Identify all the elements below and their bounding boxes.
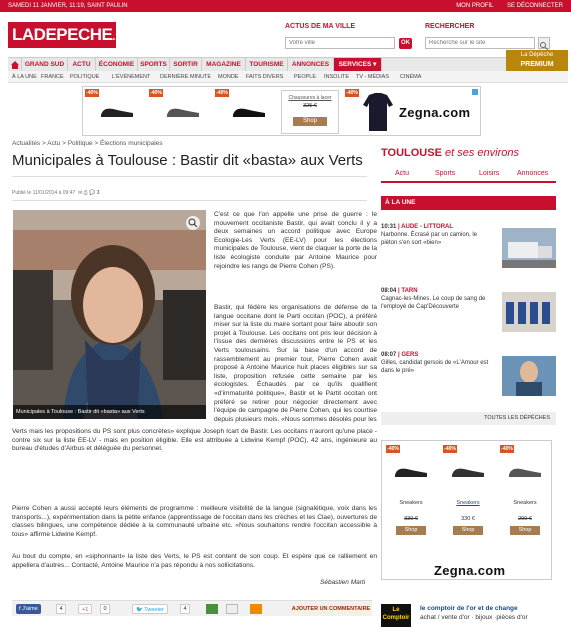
sneaker-image	[507, 463, 543, 479]
ad-box-text: Chaussures à lacer	[288, 95, 332, 101]
news-time: 08:04	[381, 288, 397, 294]
city-ok-button[interactable]: OK	[399, 38, 412, 49]
subnav-item[interactable]: DERNIÈRE MINUTE	[160, 74, 212, 80]
search-button[interactable]	[538, 37, 550, 49]
ad-product[interactable]	[500, 453, 550, 535]
home-icon	[10, 60, 20, 70]
subnav-item[interactable]: INSOLITE	[324, 74, 350, 80]
ad-banner[interactable]	[82, 86, 481, 136]
news-thumbnail	[502, 292, 556, 332]
subnav-item[interactable]: TV - MÉDIAS	[356, 74, 390, 80]
discount-badge: -40%	[444, 446, 456, 452]
promo-logo[interactable]: Le Comptoir	[381, 604, 411, 627]
promo-text: achat / vente d'or · bijoux ·pièces d'or	[420, 614, 528, 621]
news-thumbnail	[502, 356, 556, 396]
premium-button[interactable]	[506, 50, 568, 71]
breadcrumb-item[interactable]: Élections municipales	[100, 140, 163, 147]
ad-product-box[interactable]	[281, 90, 339, 134]
logout-link[interactable]: SE DÉCONNECTER	[506, 3, 563, 9]
divider	[12, 200, 367, 201]
discount-badge: -40%	[501, 446, 513, 452]
main-nav	[8, 57, 506, 71]
local-title-main: TOULOUSE	[381, 147, 442, 159]
ad-shop-button[interactable]: Shop	[293, 117, 327, 126]
product-price: 330 €	[404, 516, 418, 522]
top-bar	[0, 0, 571, 12]
tweet-button[interactable]	[132, 604, 168, 614]
search-label: RECHERCHER	[425, 23, 475, 30]
logo-suffix: .fr	[112, 29, 123, 43]
zoom-icon	[186, 216, 200, 230]
discount-badge: -40%	[150, 90, 162, 96]
city-label: ACTUS DE MA VILLE	[285, 23, 356, 30]
news-text: Narbonne. Écrasé par un camion, le piéton s'en sort «bien»	[381, 232, 478, 246]
discount-badge: -40%	[86, 90, 98, 96]
twitter-icon: 🐦	[136, 607, 143, 613]
ad-product[interactable]	[443, 453, 493, 535]
nav-item-sortir[interactable]: SORTIR	[170, 58, 202, 72]
a-la-une-header: À LA UNE	[381, 196, 556, 210]
ad-brand: Zegna.com	[399, 105, 471, 120]
ad-choices-icon[interactable]	[472, 89, 478, 95]
product-price: 330 €	[461, 516, 475, 522]
sub-nav	[8, 71, 568, 83]
tab-actu[interactable]: Actu	[395, 170, 410, 177]
news-place: TARN	[401, 288, 418, 294]
facebook-icon: f	[19, 606, 21, 612]
discount-badge: -40%	[387, 446, 399, 452]
nav-item-magazine[interactable]: MAGAZINE	[202, 58, 246, 72]
news-time: 08:07	[381, 352, 397, 358]
shop-button[interactable]: Shop	[396, 526, 426, 535]
nav-item-sports[interactable]: SPORTS	[138, 58, 170, 72]
publish-date: Publié le 11/01/2014 à 09:47	[12, 190, 76, 196]
share-bar	[12, 600, 372, 616]
subnav-item[interactable]: MONDE	[218, 74, 239, 80]
sneaker-image	[393, 463, 429, 479]
nav-item-actu[interactable]: ACTU	[68, 58, 96, 72]
local-section-title	[381, 147, 519, 159]
subnav-item[interactable]: PEOPLE	[294, 74, 317, 80]
nav-item-grand-sud[interactable]: GRAND SUD	[22, 58, 68, 72]
ad-brand: Zegna.com	[434, 563, 506, 578]
news-item[interactable]: 08:04 | TARN Cagnac-les-Mines. Le coup de sang de l'employé de Cap'Découverte	[381, 288, 556, 311]
news-place: AUDE - LITTORAL	[401, 224, 454, 230]
nav-item-services[interactable]: SERVICES ▾	[334, 58, 382, 72]
discount-badge: -40%	[346, 90, 358, 96]
local-tabs	[381, 165, 556, 183]
tweet-label: Tweeter	[144, 607, 164, 613]
news-item[interactable]: 10:31 | AUDE - LITTORAL Narbonne. Écrasé par un camion, le piéton s'en sort «bien»	[381, 224, 556, 247]
subnav-item[interactable]: POLITIQUE	[70, 74, 100, 80]
subnav-item[interactable]: FAITS DIVERS	[246, 74, 284, 80]
ad-product[interactable]	[386, 453, 436, 535]
nav-item-annonces[interactable]: ANNONCES	[288, 58, 334, 72]
discount-badge: -40%	[216, 90, 228, 96]
news-text: Gilles, candidat gersois de «L'Amour est dans le pré»	[381, 360, 489, 374]
subnav-item[interactable]: À LA UNE	[12, 74, 37, 80]
product-name: Sneakers	[513, 500, 537, 506]
city-input[interactable]	[285, 37, 395, 49]
tab-annonces[interactable]: Annonces	[517, 170, 549, 177]
divider	[12, 176, 367, 177]
jacket-image	[361, 91, 395, 133]
tab-sports[interactable]: Sports	[435, 170, 456, 177]
google-plus-count: 0	[100, 604, 110, 614]
news-place: GERS	[401, 352, 419, 358]
promo-text-block[interactable]	[420, 604, 570, 622]
logo-text: LADEPECHE	[12, 25, 113, 44]
paragraph-2-top: Bastir, qui fédère les organisations de défense de la langue occitane dont le Parti occitan (POC), a préféré miser sur la liste du maire sortant pour faire aboutir son projet à Toulouse. Les occitans ont pris leur décision à l'issue des dernières discussions entre le PS et les Verts toulousains. Sur la base d'un accord de rassemblement au premier tour, Pierre Cohen avait proposé à Antoine Maurice huit places éligibles sur sa liste, proposition refusée cette semaine par les écologistes. Échaudés par ce qu'ils qualifient «d'immaturité politique», Bastir et le Partit occitan ont préféré se retirer pour négocier directement avec l'équipe de campagne de Pierre Cohen, qui les courtise depuis plusieurs mois. «Nous sommes désolés pour les	[214, 304, 377, 423]
print-icon[interactable]	[226, 604, 238, 614]
breadcrumb-item[interactable]: Politique	[67, 140, 93, 147]
subnav-item[interactable]: FRANCE	[41, 74, 64, 80]
photo-image	[13, 210, 206, 419]
facebook-like-button[interactable]	[16, 604, 41, 614]
shoe-image	[165, 103, 201, 119]
search-input[interactable]	[425, 37, 535, 49]
rss-icon[interactable]	[250, 604, 262, 614]
news-item[interactable]: 08:07 | GERS Gilles, candidat gersois de «L'Amour est dans le pré»	[381, 352, 556, 375]
ad-box-price: 325 €	[303, 103, 317, 109]
home-nav-item[interactable]	[8, 58, 22, 72]
shop-button[interactable]: Shop	[453, 526, 483, 535]
email-share-icon[interactable]	[206, 604, 218, 614]
nav-item-economie[interactable]: ÉCONOMIE	[96, 58, 138, 72]
google-plus-button[interactable]: +1	[78, 604, 92, 614]
news-thumbnail	[502, 228, 556, 268]
subnav-item[interactable]: L'ÉVÉNEMENT	[112, 74, 151, 80]
news-text: Cagnac-les-Mines. Le coup de sang de l'employé de Cap'Découverte	[381, 296, 486, 310]
side-ad[interactable]	[381, 440, 552, 580]
print-icon[interactable]: ⎙	[83, 190, 88, 196]
facebook-label: J'aime	[22, 606, 38, 612]
all-news-link[interactable]: TOUTES LES DÉPÊCHES	[381, 412, 556, 425]
facebook-count: 4	[56, 604, 66, 614]
tweet-count: 4	[180, 604, 190, 614]
site-logo[interactable]	[8, 22, 123, 48]
shoe-image	[231, 103, 267, 119]
product-name: Sneakers	[399, 500, 423, 506]
premium-line1: La Dépêche	[520, 52, 554, 58]
my-profile-link[interactable]: MON PROFIL	[456, 3, 494, 9]
news-time: 10:31	[381, 224, 397, 230]
date-text: SAMEDI 11 JANVIER, 11:19, SAINT PAULIN	[8, 3, 128, 9]
breadcrumb-item[interactable]: Actu	[47, 140, 61, 147]
article-meta	[12, 190, 99, 196]
tab-loisirs[interactable]: Loisirs	[479, 170, 500, 177]
sneaker-image	[450, 463, 486, 479]
article-photo[interactable]	[13, 210, 206, 419]
share-icon[interactable]: ✉	[78, 190, 83, 196]
paragraph-4: Au bout du compte, en «siphonnant» la liste des Verts, le PS est content de son coup. Et espère que ce ralliement en appellera d'autres... Contacté, Antoine Maurice n'a pas répondu à nos sollicitations.	[12, 553, 377, 569]
paragraph-3: Pierre Cohen a aussi accepté leurs éléments de programme : meilleure visibilité de la langue (signalétique, voix dans les transports...), expérimentation dans la petite enfance (apprentissage de l'occitan dans les crèches et les Clae), ouvertures de classes bilingues, une compétence dédiée à la communauté urbaine etc. «Nous souhaitons rendre l'occitan accessible à tous» affirme Lidwine Kempf.	[12, 505, 377, 538]
product-name: Sneakers	[456, 500, 480, 506]
breadcrumb-item[interactable]: Actualités	[12, 140, 41, 147]
breadcrumb: Actualités > Actu > Politique > Élections municipales	[12, 140, 163, 147]
promo-title: le comptoir de l'or et de change	[420, 605, 518, 612]
add-comment-button[interactable]: AJOUTER UN COMMENTAIRE	[291, 606, 371, 612]
premium-line2: PREMIUM	[520, 61, 554, 68]
paragraph-2-bottom: Verts mais les propositions du PS sont plus concrètes» explique Joseph Icart de Bastir. Les occitans n'auront qu'une place - contre six sur la liste EE-LV - mais en position éligible. Elle est attribuée à Lidwine Kempf (POC), 42 ans, ingénieure au bureau d'études d'Airbus et déléguée du personnel.	[12, 428, 377, 453]
product-price: 290 €	[518, 516, 532, 522]
subnav-item[interactable]: CINÉMA	[400, 74, 422, 80]
comment-count: 3	[96, 190, 100, 196]
nav-item-tourisme[interactable]: TOURISME	[246, 58, 288, 72]
comment-icon[interactable]: 💬	[89, 190, 96, 196]
local-title-rest: et ses environs	[444, 147, 519, 159]
photo-caption: Municipales à Toulouse : Bastir dit «basta» aux Verts	[13, 405, 206, 419]
paragraph-1: C'est ce que l'on appelle une prise de guerre : le mouvement occitaniste Bastir, qui avait conclu il y a deux semaines un accord politique avec Europe Ecologie-Les Verts (EE-LV) pour les élections municipales de Toulouse, vient de claquer la porte de la liste écologiste conduite par Antoine Maurice pour rejoindre les rangs de Pierre Cohen (PS).	[214, 211, 377, 270]
shop-button[interactable]: Shop	[510, 526, 540, 535]
shoe-image	[99, 103, 135, 119]
article-author: Sébastien Marti	[320, 579, 366, 586]
zoom-button[interactable]	[186, 216, 200, 230]
article-title: Municipales à Toulouse : Bastir dit «basta» aux Verts	[12, 152, 363, 169]
